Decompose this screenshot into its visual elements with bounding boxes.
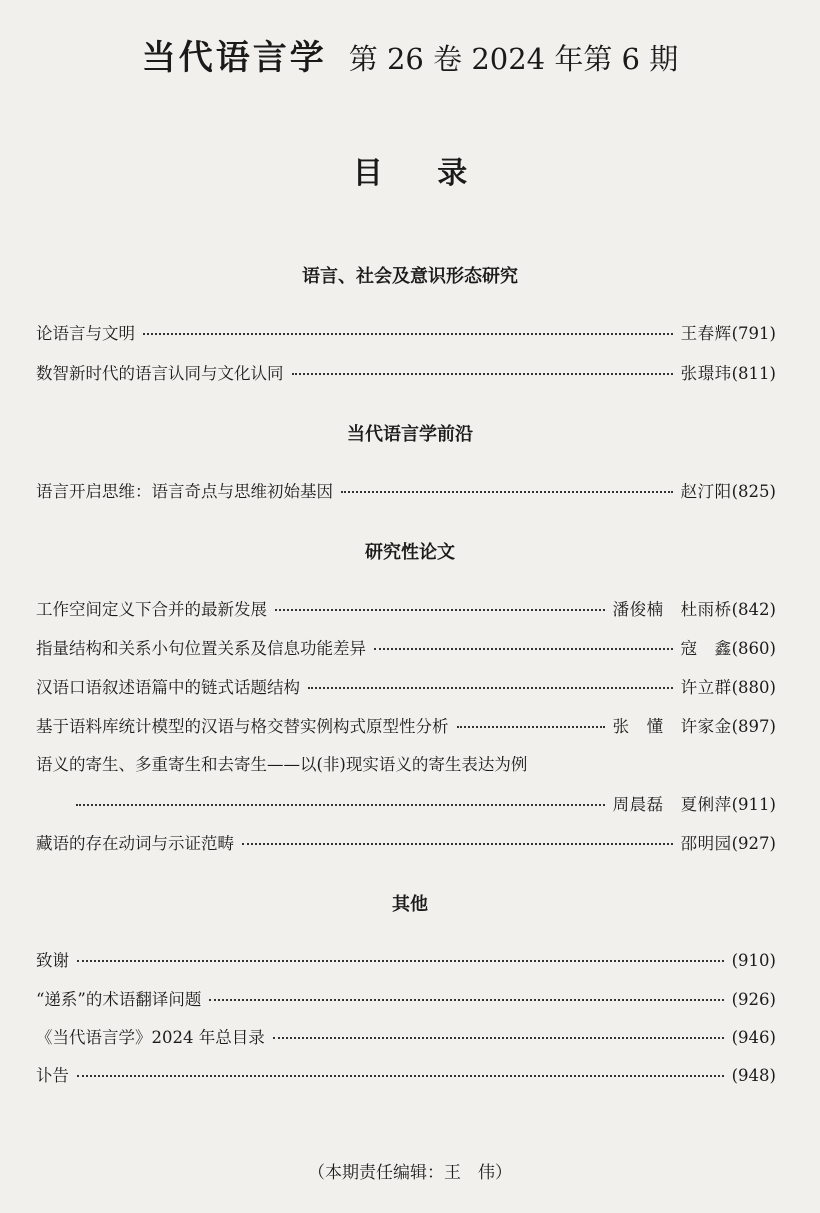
entry-author: 赵汀阳 [680,482,732,501]
dot-leader [374,648,673,650]
toc-entry[interactable] [36,596,776,624]
dot-leader [143,333,673,335]
journal-name: 当代语言学 [141,38,327,78]
dot-leader [273,1037,724,1039]
entry-title: 工作空间定义下合并的最新发展 [36,600,267,619]
section-heading: 当代语言学前沿 [347,424,473,445]
toc-entry-multiline[interactable] [36,751,776,779]
entry-title: 指量结构和关系小句位置关系及信息功能差异 [36,639,366,658]
entry-page: (946) [731,1028,776,1047]
issue-info: 第 26 卷 2024 年第 6 期 [348,42,679,76]
toc-entry[interactable] [36,674,776,702]
toc-entry[interactable] [36,1062,776,1090]
dot-leader [242,843,673,845]
entry-page: (910) [731,951,776,970]
toc-entry[interactable] [36,1024,776,1052]
entry-author: 王春辉 [680,324,732,343]
entry-title: 论语言与文明 [36,324,135,343]
section-heading: 语言、社会及意识形态研究 [302,266,518,287]
dot-leader [275,609,605,611]
entry-title: 《当代语言学》2024 年总目录 [36,1028,265,1047]
entry-author: 寇 鑫 [680,639,732,658]
dot-leader [292,373,673,375]
entry-page: (897) [731,717,776,736]
entry-title: 汉语口语叙述语篇中的链式话题结构 [36,678,300,697]
issue-editor-note: （本期责任编辑：王 伟） [308,1163,512,1183]
entry-page: (880) [731,678,776,697]
entry-title: 致谢 [36,951,69,970]
toc-entry[interactable] [36,830,776,858]
entry-author: 邵明园 [680,834,732,853]
dot-leader [77,1075,724,1077]
entry-title: 藏语的存在动词与示证范畴 [36,834,234,853]
toc-entry-continuation[interactable] [76,791,776,819]
toc-entry[interactable] [36,713,776,741]
toc-entry[interactable] [36,478,776,506]
entry-title: 语义的寄生、多重寄生和去寄生——以(非)现实语义的寄生表达为例 [36,755,528,774]
entry-page: (927) [731,834,776,853]
entry-author: 周晨磊 夏俐萍 [612,795,732,814]
entry-title: 语言开启思维：语言奇点与思维初始基因 [36,482,333,501]
entry-title: 数智新时代的语言认同与文化认同 [36,364,284,383]
toc-title: 目 录 [352,156,490,191]
dot-leader [308,687,673,689]
entry-page: (911) [731,795,776,814]
entry-author: 潘俊楠 杜雨桥 [612,600,732,619]
dot-leader [77,960,724,962]
entry-author: 张 懂 许家金 [612,717,732,736]
toc-entry[interactable] [36,947,776,975]
entry-page: (860) [731,639,776,658]
entry-page: (811) [731,364,776,383]
entry-page: (948) [731,1066,776,1085]
journal-header [0,30,820,79]
section-heading: 研究性论文 [365,542,455,563]
dot-leader [341,491,673,493]
toc-entry[interactable] [36,986,776,1014]
toc-entry[interactable] [36,635,776,663]
dot-leader [209,999,723,1001]
entry-page: (791) [731,324,776,343]
section-heading: 其他 [392,894,428,915]
entry-title: 基于语料库统计模型的汉语与格交替实例构式原型性分析 [36,717,449,736]
entry-page: (825) [731,482,776,501]
toc-entry[interactable] [36,360,776,388]
entry-title: “递系”的术语翻译问题 [36,990,202,1009]
dot-leader [457,726,605,728]
entry-page: (926) [731,990,776,1009]
entry-title: 讣告 [36,1066,69,1085]
toc-entry[interactable] [36,320,776,348]
dot-leader [76,804,605,806]
entry-page: (842) [731,600,776,619]
entry-author: 许立群 [680,678,732,697]
entry-author: 张璟玮 [680,364,732,383]
